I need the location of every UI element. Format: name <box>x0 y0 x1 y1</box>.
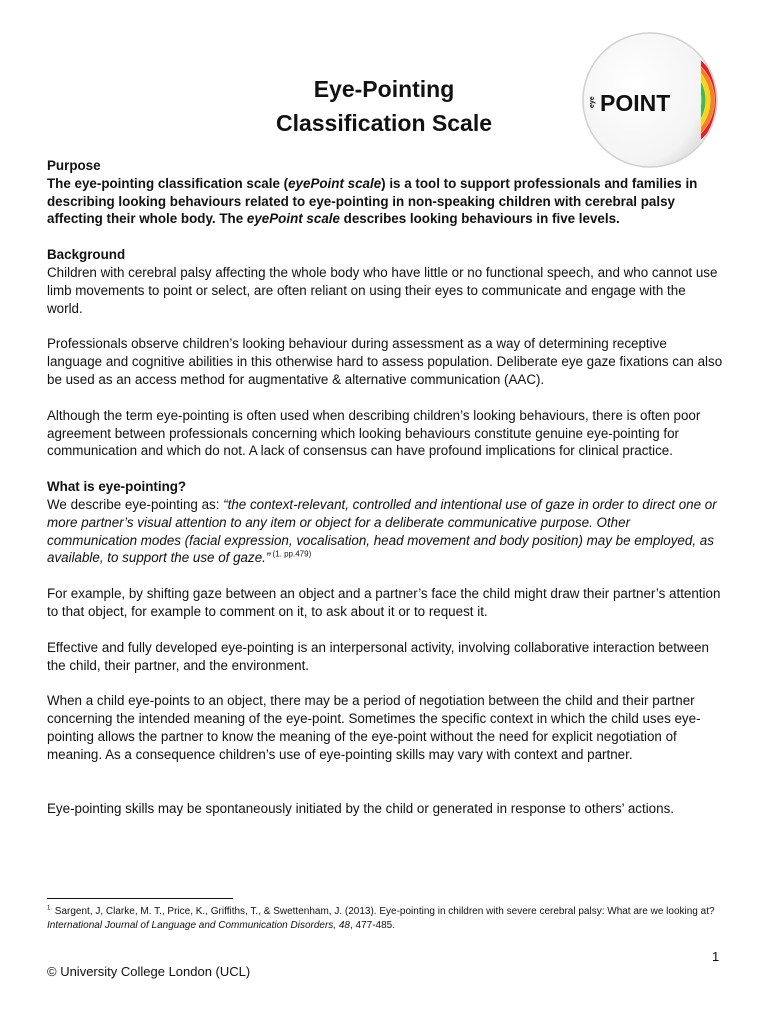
skills-paragraph: Eye-pointing skills may be spontaneously initiated by the child or generated in response to others’ actions. <box>47 800 674 816</box>
eyepoint-logo <box>580 30 720 170</box>
document-title <box>200 72 568 140</box>
example-paragraph: For example, by shifting gaze between an object and a partner’s face the child might draw their partner’s attention to that object, for example to comment on it, to ask about it or to request it. <box>47 586 721 619</box>
background-paragraph-2: Professionals observe children’s looking behaviour during assessment as a way of determining receptive language and cognitive abilities in this otherwise hard to assess population. Deliberate eye gaze fixations can also be used as an access method for augmentative & alternative communication (AAC). <box>47 336 723 387</box>
page-number: 1 <box>712 949 720 964</box>
document-body <box>47 157 723 817</box>
purpose-heading: Purpose <box>47 158 101 173</box>
citation-marker: (1. pp.479) <box>270 549 312 559</box>
definition-quote: “the context-relevant, controlled and intentional use of gaze in order to direct one or more partner’s visual attention to any item or object for a deliberate communicative purpose. Other communication modes (facial expression, vocalisation, head movement and body position) may be employed, as available, to support the use of gaze.” <box>47 496 717 566</box>
svg-text:POINT: POINT <box>600 90 671 116</box>
definition-paragraph: We describe eye-pointing as: “the context-relevant, controlled and intentional use of gaze in order to direct one or more partner’s visual attention to any item or object for a deliberate communicative purpose. Other communication modes (facial expression, vocalisation, head movement and body position) may be employed, as available, to support the use of gaze.” $^{(1. pp.479)}$ <box>47 496 717 566</box>
what-heading: What is eye-pointing? <box>47 479 187 495</box>
interpersonal-paragraph: Effective and fully developed eye-pointing is an interpersonal activity, involving collaborative interaction between the child, their partner, and the environment. <box>47 639 709 673</box>
negotiation-paragraph: When a child eye-points to an object, there may be a period of negotiation between the child and their partner concerning the intended meaning of the eye-point. Sometimes the specific context in which the child uses eye-pointing allows the partner to know the meaning of the eye-point without the need for explicit negotiation of meaning. As a consequence children’s use of eye-pointing skills may vary with context and partner. <box>47 693 701 762</box>
background-heading: Background <box>47 247 126 263</box>
title-line-2: Classification Scale <box>275 110 493 136</box>
footnote-divider <box>47 898 233 899</box>
purpose-paragraph: The eye-pointing classification scale (eyePoint scale) is a tool to support professionals and families in describing looking behaviours related to eye-pointing in non-speaking children with cerebral palsy affecting their whole body. The eyePoint scale describes looking behaviours in five levels. <box>47 175 698 227</box>
title-line-1: Eye-Pointing <box>313 76 455 102</box>
background-paragraph-1: Children with cerebral palsy affecting the whole body who have little or no functional speech, and who cannot use limb movements to point or select, are often reliant on using their eyes to communicate and engage with the world. <box>47 264 718 316</box>
background-paragraph-3: Although the term eye-pointing is often used when describing children’s looking behaviours, there is often poor agreement between professionals concerning which looking behaviours constitute genuine eye-pointing for communication and which do not. A lack of consensus can have profound implications for clinical practice. <box>47 407 701 459</box>
copyright-notice: © University College London (UCL) <box>47 964 251 979</box>
footnote: $^{1.}$ Sargent, J, Clarke, M. T., Price, K., Griffiths, T., & Swettenham, J. (2013). Eye-pointing in children with severe cerebral palsy: What are we looking at? International Journal of Language and Communication Disorders, 48, 477-485. <box>47 905 715 931</box>
svg-text:eye: eye <box>589 96 596 108</box>
